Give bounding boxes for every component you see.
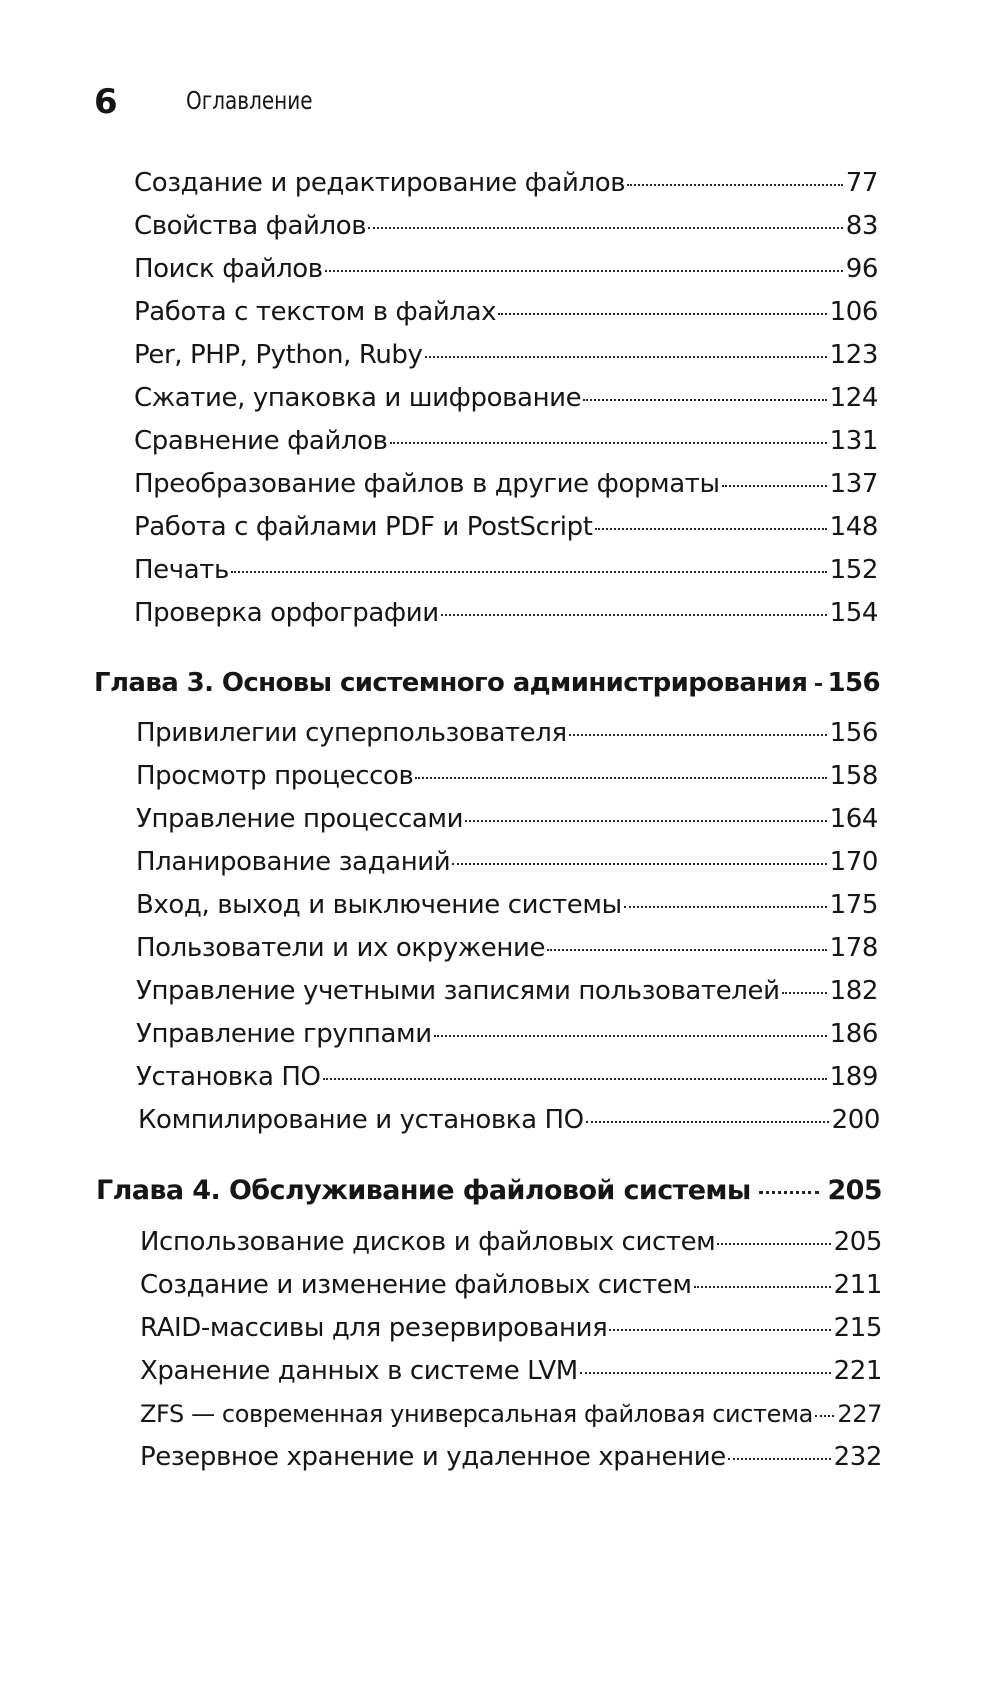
toc-entry-title: Вход, выход и выключение системы xyxy=(136,890,622,920)
toc-entry-page: 124 xyxy=(829,383,878,413)
toc-entry xyxy=(136,1060,878,1094)
toc-entry xyxy=(134,166,878,200)
dot-leader xyxy=(595,528,827,530)
toc-entry xyxy=(140,1268,882,1302)
toc-entry-page: 96 xyxy=(845,254,878,284)
toc-entry-title: Печать xyxy=(134,555,229,585)
dot-leader xyxy=(759,1191,820,1194)
toc-entry-page: 189 xyxy=(829,1062,878,1092)
dot-leader xyxy=(231,571,827,573)
toc-entry-page: 154 xyxy=(829,598,878,628)
toc-entry-title: Сжатие, упаковка и шифрование xyxy=(134,383,582,413)
dot-leader xyxy=(586,1121,829,1123)
toc-entry xyxy=(134,510,878,544)
page-number: 6 xyxy=(94,82,118,122)
dot-leader xyxy=(583,399,826,401)
dot-leader xyxy=(323,1078,827,1080)
toc-chapter-heading xyxy=(96,1174,882,1208)
toc-entry-title: Проверка орфографии xyxy=(134,598,439,628)
toc-entry-page: 175 xyxy=(829,890,878,920)
dot-leader xyxy=(415,777,826,779)
dot-leader xyxy=(425,356,827,358)
toc-chapter-page: 156 xyxy=(827,668,880,698)
toc-entry xyxy=(134,381,878,415)
toc-entry xyxy=(138,1103,880,1137)
toc-entry xyxy=(136,888,878,922)
toc-entry xyxy=(134,596,878,630)
toc-entry-title: Хранение данных в системе LVM xyxy=(140,1356,578,1386)
toc-entry xyxy=(134,252,878,286)
toc-entry xyxy=(140,1225,882,1259)
toc-entry-page: 158 xyxy=(829,761,878,791)
toc-entry-title: Создание и редактирование файлов xyxy=(134,168,626,198)
toc-entry xyxy=(140,1440,882,1474)
toc-entry-title: Поиск файлов xyxy=(134,254,323,284)
toc-entry xyxy=(136,931,878,965)
toc-entry-title: Преобразование файлов в другие форматы xyxy=(134,469,720,499)
toc-entry-page: 152 xyxy=(829,555,878,585)
toc-chapter-page: 205 xyxy=(827,1175,882,1206)
toc-entry-page: 106 xyxy=(829,297,878,327)
toc-entry-title: ZFS — современная универсальная файловая система xyxy=(140,1400,813,1428)
toc-entry-page: 200 xyxy=(831,1105,880,1135)
dot-leader xyxy=(368,227,843,229)
toc-entry xyxy=(136,716,878,750)
toc-entry-title: Просмотр процессов xyxy=(136,761,414,791)
toc-entry xyxy=(136,802,878,836)
toc-entry xyxy=(136,759,878,793)
toc-entry-title: Использование дисков и файловых систем xyxy=(140,1227,716,1257)
dot-leader xyxy=(609,1329,830,1331)
toc-entry-title: Пользователи и их окружение xyxy=(136,933,546,963)
toc-entry-page: 215 xyxy=(833,1313,882,1343)
toc-entry-title: Компилирование и установка ПО xyxy=(138,1105,584,1135)
toc-entry xyxy=(134,467,878,501)
toc-entry-title: Управление учетными записями пользователей xyxy=(136,976,780,1006)
toc-entry-page: 227 xyxy=(837,1400,882,1428)
toc-entry xyxy=(136,1017,878,1051)
toc-entry-title: Свойства файлов xyxy=(134,211,367,241)
toc-entry-title: Работа с текстом в файлах xyxy=(134,297,497,327)
dot-leader xyxy=(627,184,842,186)
toc-entry-title: Привилегии суперпользователя xyxy=(136,718,567,748)
dot-leader xyxy=(722,485,827,487)
toc-chapter-heading xyxy=(94,666,880,700)
toc-entry-page: 170 xyxy=(829,847,878,877)
toc-entry-page: 232 xyxy=(833,1442,882,1472)
toc-entry-title: Работа с файлами PDF и PostScript xyxy=(134,512,593,542)
toc-entry-title: Per, PHP, Python, Ruby xyxy=(134,340,423,370)
toc-entry xyxy=(134,553,878,587)
dot-leader xyxy=(452,863,826,865)
dot-leader xyxy=(434,1035,827,1037)
toc-chapter-title: Глава 3. Основы системного администрирования xyxy=(94,668,808,698)
toc-entry xyxy=(134,209,878,243)
toc-entry-page: 131 xyxy=(829,426,878,456)
dot-leader xyxy=(569,734,827,736)
toc-entry-page: 178 xyxy=(829,933,878,963)
toc-entry xyxy=(140,1354,882,1388)
dot-leader xyxy=(717,1243,830,1245)
toc-entry xyxy=(140,1397,882,1431)
dot-leader xyxy=(815,1415,834,1417)
toc-entry-page: 156 xyxy=(829,718,878,748)
toc-entry-title: RAID-массивы для резервирования xyxy=(140,1313,608,1343)
dot-leader xyxy=(465,820,826,822)
dot-leader xyxy=(782,992,827,994)
dot-leader xyxy=(498,313,826,315)
dot-leader xyxy=(580,1372,831,1374)
toc-entry-title: Сравнение файлов xyxy=(134,426,388,456)
toc-entry-page: 211 xyxy=(833,1270,882,1300)
toc-entry xyxy=(134,295,878,329)
toc-entry-page: 205 xyxy=(833,1227,882,1257)
dot-leader xyxy=(390,442,827,444)
toc-entry-title: Резервное хранение и удаленное хранение xyxy=(140,1442,726,1472)
toc-entry-title: Планирование заданий xyxy=(136,847,451,877)
toc-entry xyxy=(136,845,878,879)
dot-leader xyxy=(547,949,827,951)
toc-chapter-title: Глава 4. Обслуживание файловой системы xyxy=(96,1175,751,1206)
toc-entry-page: 123 xyxy=(829,340,878,370)
toc-entry-page: 148 xyxy=(829,512,878,542)
toc-entry-page: 137 xyxy=(829,469,878,499)
toc-entry-page: 164 xyxy=(829,804,878,834)
toc-entry xyxy=(136,974,878,1008)
toc-entry-page: 77 xyxy=(845,168,878,198)
dot-leader xyxy=(624,906,827,908)
toc-entry xyxy=(140,1311,882,1345)
toc-entry-page: 186 xyxy=(829,1019,878,1049)
toc-entry-title: Создание и изменение файловых систем xyxy=(140,1270,692,1300)
dot-leader xyxy=(325,270,843,272)
toc-entry xyxy=(134,338,878,372)
toc-entry-page: 182 xyxy=(829,976,878,1006)
running-head: Оглавление xyxy=(186,86,313,115)
dot-leader xyxy=(728,1458,831,1460)
toc-entry xyxy=(134,424,878,458)
toc-entry-page: 221 xyxy=(833,1356,882,1386)
dot-leader xyxy=(441,614,827,616)
toc-entry-page: 83 xyxy=(845,211,878,241)
dot-leader xyxy=(815,683,819,686)
toc-entry-title: Управление группами xyxy=(136,1019,432,1049)
toc-entry-title: Установка ПО xyxy=(136,1062,321,1092)
dot-leader xyxy=(694,1286,831,1288)
toc-entry-title: Управление процессами xyxy=(136,804,464,834)
